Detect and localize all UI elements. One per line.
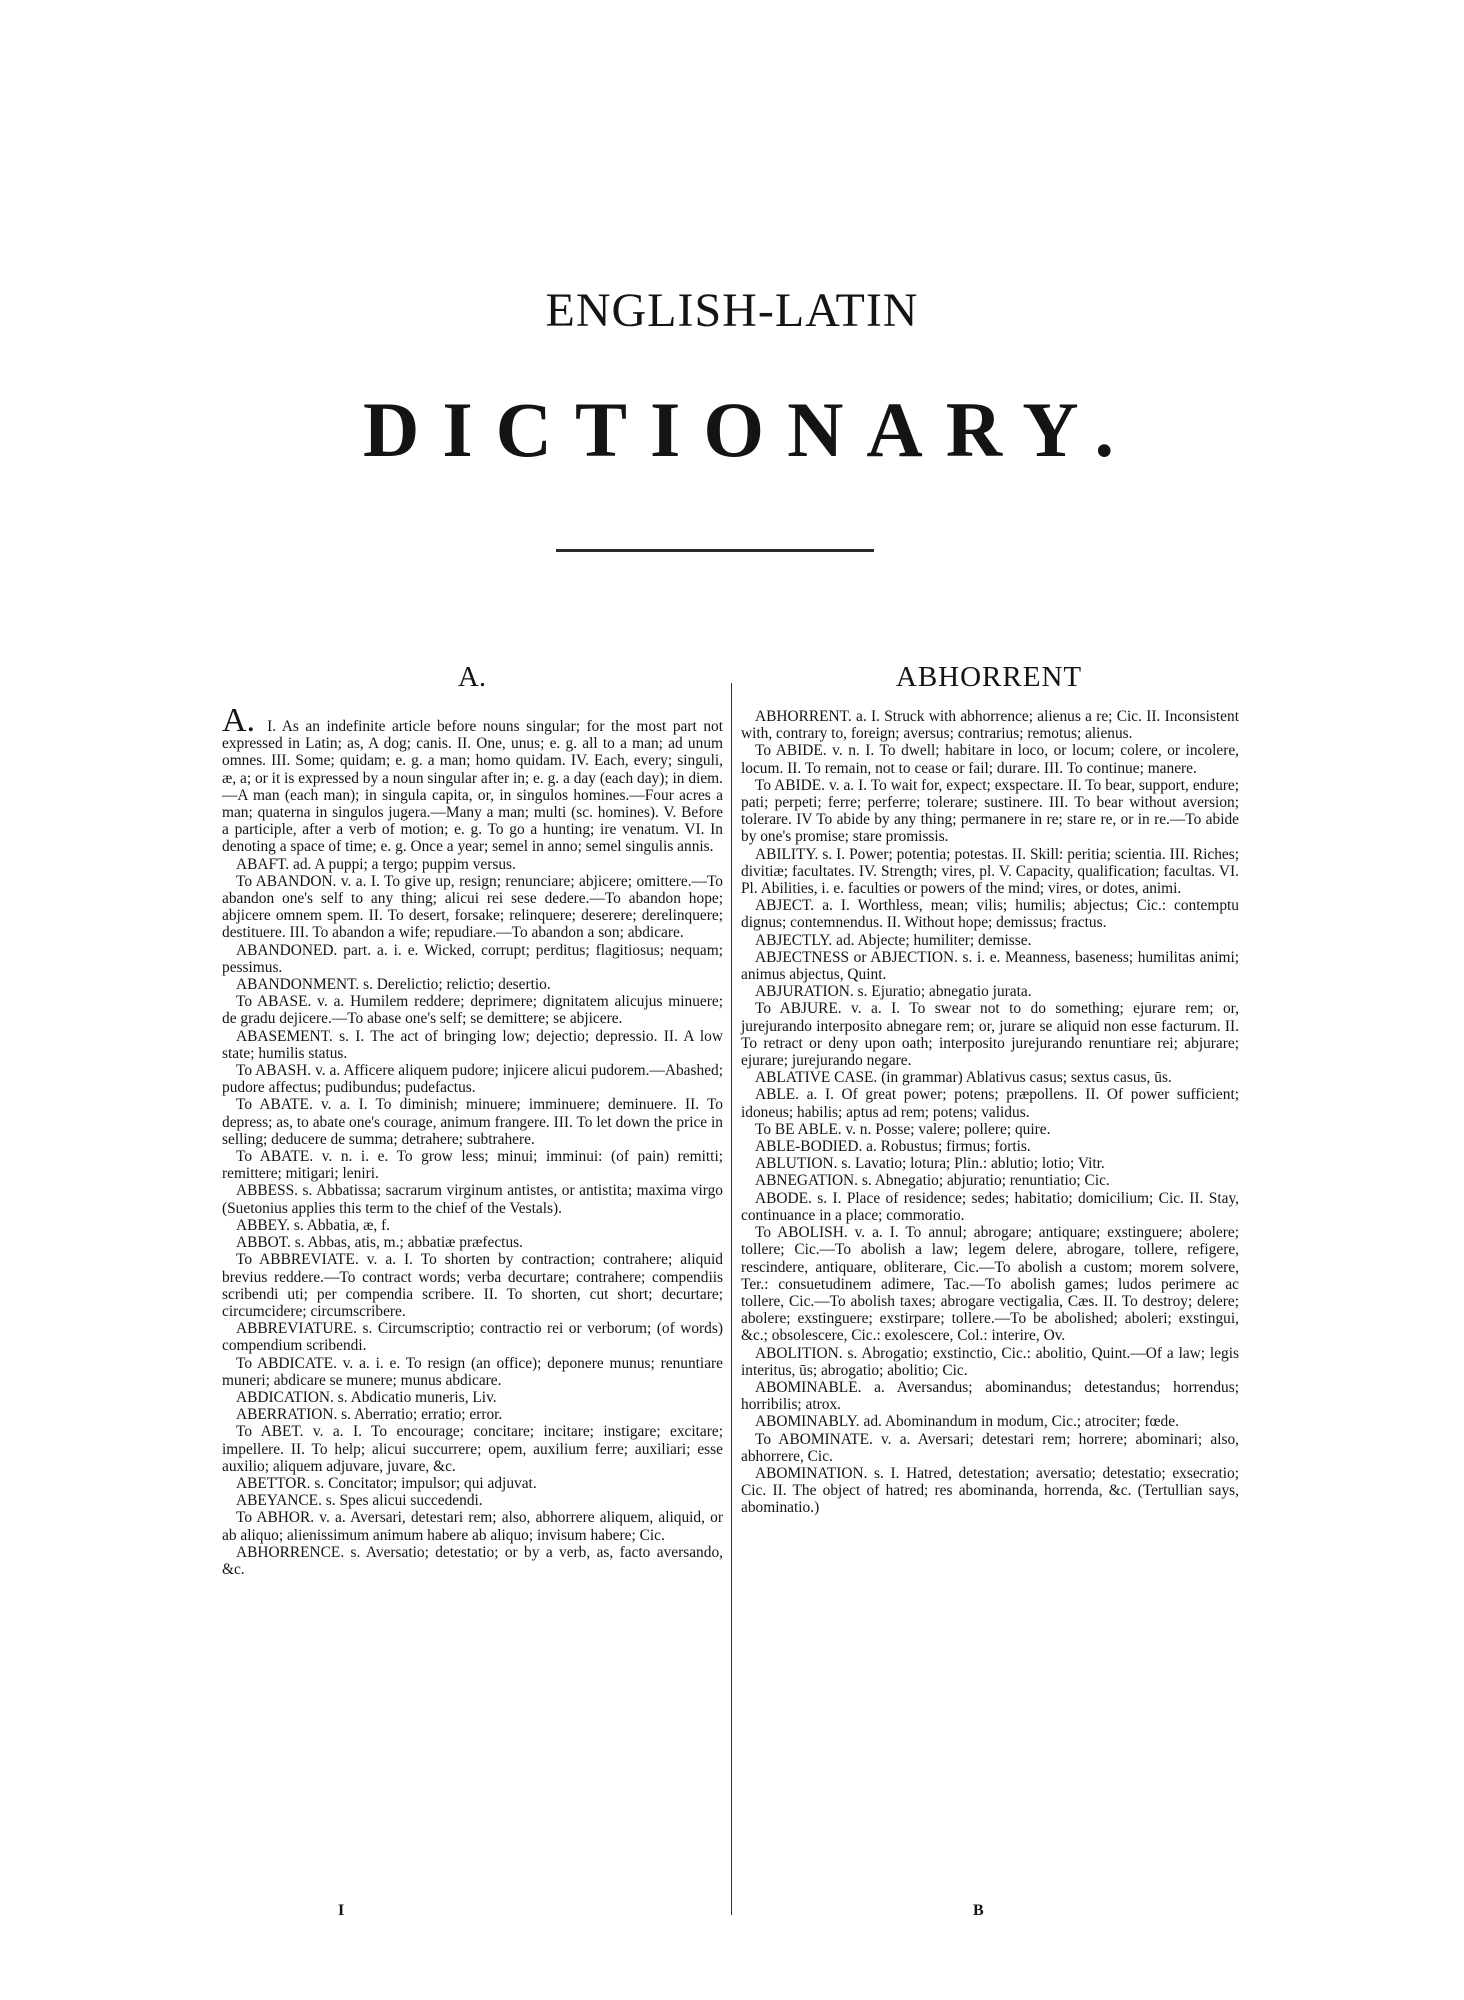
left-column xyxy=(222,702,723,1578)
dictionary-entry: ABDICATION. s. Abdicatio muneris, Liv. xyxy=(236,1388,497,1406)
entry-text: I. As an indefinite article before nouns singular; for the most part not expressed in Latin; as, A dog; canis. II. One, unus; e. g. all to a man; ad unum omnes. III. Some; quidam; e. g. a man; homo quidam. IV. Each, every; singuli, æ, a; or it is expressed by a noun singular after in; e. g. a day (each day); in diem.—A man (each man); in singula capita, or, in singulos homines.—Four acres a man; quaterna in singulos jugera.—Many a man; multi (sc. homines). V. Before a participle, after a verb of motion; e. g. To go a hunting; ire venatum. VI. In denoting a space of time; e. g. Once a year; semel in anno; semel singulis annis. xyxy=(222,718,723,856)
dictionary-entry: ABLUTION. s. Lavatio; lotura; Plin.: ablutio; lotio; Vitr. xyxy=(755,1155,1105,1173)
dictionary-entry: To ABIDE. v. n. I. To dwell; habitare in loco, or locum; colere, or incolere, locum. II. To remain, not to cease or fail; durare. III. To continue; manere. xyxy=(741,742,1239,777)
dictionary-entry: ABHORRENT. a. I. Struck with abhorrence; alienus a re; Cic. II. Inconsistent with, contrary to, foreign; aversus; contrarius; remotus; alienus. xyxy=(741,708,1239,743)
dictionary-entry: To ABOLISH. v. a. I. To annul; abrogare; antiquare; exstinguere; abolere; tollere; Cic.—To abolish a law; legem delere, abrogare, tollere, refigere, rescindere, antiquare, obliterare, Cic.—To abolish a custom; morem solvere, Ter.: consuetudinem adimere, Tac.—To abolish games; ludos perimere ac tollere, Cic.—To abolish taxes; abrogare vectigalia, Cæs. II. To destroy; delere; abolere; exstinguere; exstirpare; tollere.—To be abolished; aboleri; exstingui, &c.; obsolescere, Cic.: exolescere, Col.: interire, Ov. xyxy=(741,1224,1239,1345)
dictionary-entry: To ABATE. v. n. i. e. To grow less; minui; imminui: (of pain) remitti; remittere; mitigari; leniri. xyxy=(222,1148,723,1183)
dictionary-entry: ABOMINABLE. a. Aversandus; abominandus; detestandus; horrendus; horribilis; atrox. xyxy=(741,1378,1239,1414)
dictionary-entry: To ABIDE. v. a. I. To wait for, expect; exspectare. II. To bear, support, endure; pati; perpeti; ferre; perferre; tolerare; sustinere. III. To bear without aversion; tolerare. IV To abide by any thing; permanere in re; stare re, or in re.—To abide by one's promise; stare promissis. xyxy=(741,776,1239,846)
dictionary-entry: To BE ABLE. v. n. Posse; valere; pollere; quire. xyxy=(755,1120,1051,1138)
dictionary-entry: ABLE-BODIED. a. Robustus; firmus; fortis. xyxy=(755,1138,1031,1156)
dictionary-entry: To ABASE. v. a. Humilem reddere; deprimere; dignitatem alicujus minuere; de gradu dejicere.—To abase one's self; se demittere; se abjicere. xyxy=(222,993,723,1028)
dictionary-entry: ABLE. a. I. Of great power; potens; præpollens. II. Of power sufficient; idoneus; habilis; aptus ad rem; potens; validus. xyxy=(741,1086,1239,1121)
dictionary-entry: ABANDONMENT. s. Derelictio; relictio; desertio. xyxy=(236,976,551,994)
left-column-heading: A. xyxy=(457,661,487,693)
dictionary-entry: ABBOT. s. Abbas, atis, m.; abbatiæ præfectus. xyxy=(236,1234,523,1252)
dictionary-entry: ABBESS. s. Abbatissa; sacrarum virginum antistes, or antistita; maxima virgo (Suetonius applies this term to the chief of the Vestals). xyxy=(222,1182,723,1217)
dictionary-entry: To ABATE. v. a. I. To diminish; minuere; imminuere; deminuere. II. To depress; as, to abate one's courage, animum frangere. III. To let down the price in selling; deducere de summa; detrahere; subtrahere. xyxy=(222,1096,723,1148)
column-divider xyxy=(731,683,732,1915)
dictionary-entry: ABJECT. a. I. Worthless, mean; vilis; humilis; abjectus; Cic.: contemptu dignus; contemnendus. II. Without hope; demissus; fractus. xyxy=(741,897,1239,932)
title-rule xyxy=(556,549,874,552)
dictionary-entry: ABOLITION. s. Abrogatio; exstinctio, Cic.: abolitio, Quint.—Of a law; legis interitus, ūs; abrogatio; abolitio; Cic. xyxy=(741,1344,1239,1379)
dictionary-entry: To ABBREVIATE. v. a. I. To shorten by contraction; contrahere; aliquid brevius reddere.—To contract words; verba decurtare; contrahere; compendiis scribendi uti; per compendia scribere. II. To shorten, cut short; decurtare; circumcidere; circumscribere. xyxy=(222,1251,723,1320)
dictionary-entry: ABLATIVE CASE. (in grammar) Ablativus casus; sextus casus, ūs. xyxy=(755,1069,1172,1087)
dictionary-entry: ABERRATION. s. Aberratio; erratio; error. xyxy=(236,1406,503,1424)
dictionary-entry xyxy=(222,702,723,856)
dictionary-entry: To ABHOR. v. a. Aversari, detestari rem; also, abhorrere aliquem, aliquid, or ab aliquo; alienissimum animum habere ab aliquo; invisum habere; Cic. xyxy=(222,1509,723,1544)
title-line-1: ENGLISH-LATIN xyxy=(545,284,919,337)
dictionary-entry: ABOMINATION. s. I. Hatred, detestation; aversatio; detestatio; exsecratio; Cic. II. The object of hatred; res abominanda, horrenda, &c. (Tertullian says, abominatio.) xyxy=(741,1464,1239,1517)
dictionary-entry: ABNEGATION. s. Abnegatio; abjuratio; renuntiatio; Cic. xyxy=(755,1172,1110,1190)
dictionary-entry: To ABOMINATE. v. a. Aversari; detestari rem; horrere; abominari; also, abhorrere, Cic. xyxy=(741,1430,1239,1465)
dictionary-entry: ABHORRENCE. s. Aversatio; detestatio; or by a verb, as, facto aversando, &c. xyxy=(222,1543,723,1578)
dictionary-entry: ABEYANCE. s. Spes alicui succedendi. xyxy=(236,1492,483,1510)
dictionary-entry: ABBEY. s. Abbatia, æ, f. xyxy=(236,1216,391,1234)
right-column xyxy=(741,708,1239,1517)
dictionary-entry: ABETTOR. s. Concitator; impulsor; qui adjuvat. xyxy=(236,1474,537,1492)
dictionary-entry: To ABET. v. a. I. To encourage; concitare; incitare; instigare; excitare; impellere. II. To help; alicui succurrere; opem, auxilium ferre; auxiliari; esse auxilio; aliquem adjuvare, juvare, &c. xyxy=(222,1423,723,1475)
dictionary-entry: ABJURATION. s. Ejuratio; abnegatio jurata. xyxy=(755,983,1032,1001)
dropcap: A. xyxy=(222,702,256,739)
dictionary-entry: ABASEMENT. s. I. The act of bringing low; dejectio; depressio. II. A low state; humilis status. xyxy=(222,1027,723,1062)
dictionary-entry: ABILITY. s. I. Power; potentia; potestas. II. Skill: peritia; scientia. III. Riches; divitiæ; facultates. IV. Strength; vires, pl. V. Capacity, qualification; facultas. VI. Pl. Abilities, i. e. faculties or powers of the mind; vires, or dotes, animi. xyxy=(741,845,1239,898)
signature-mark-right: B xyxy=(973,1902,984,1919)
dictionary-entry: To ABANDON. v. a. I. To give up, resign; renunciare; abjicere; omittere.—To abandon one's self to any thing; alicui rei sese dedere.—To abandon hope; abjicere omnem spem. II. To desert, forsake; relinquere; deserere; derelinquere; destituere. III. To abandon a wife; repudiare.—To abandon a son; abdicare. xyxy=(222,872,723,942)
dictionary-entry: To ABASH. v. a. Afficere aliquem pudore; injicere alicui pudorem.—Abashed; pudore affectus; pudibundus; pudefactus. xyxy=(222,1062,723,1097)
right-column-heading: ABHORRENT xyxy=(895,661,1083,693)
dictionary-entry: ABAFT. ad. A puppi; a tergo; puppim versus. xyxy=(236,855,516,873)
dictionary-entry: To ABJURE. v. a. I. To swear not to do something; ejurare rem; or, jurejurando interposito abnegare rem; or, jurare se aliquid non esse facturum. II. To retract or deny upon oath; interposito jurejurando renuntiare rei; abjurare; ejurare; jurejurando negare. xyxy=(741,1000,1239,1070)
dictionary-entry: ABOMINABLY. ad. Abominandum in modum, Cic.; atrociter; fœde. xyxy=(755,1413,1179,1431)
dictionary-entry: ABANDONED. part. a. i. e. Wicked, corrupt; perditus; flagitiosus; nequam; pessimus. xyxy=(222,941,723,976)
title-line-2: DICTIONARY. xyxy=(363,386,1137,473)
dictionary-entry: ABBREVIATURE. s. Circumscriptio; contractio rei or verborum; (of words) compendium scribendi. xyxy=(222,1320,723,1355)
dictionary-entry: ABODE. s. I. Place of residence; sedes; habitatio; domicilium; Cic. II. Stay, continuance in a place; commoratio. xyxy=(741,1189,1239,1224)
dictionary-entry: ABJECTNESS or ABJECTION. s. i. e. Meanness, baseness; humilitas animi; animus abjectus, Quint. xyxy=(741,948,1239,984)
signature-mark-left: I xyxy=(338,1902,345,1919)
dictionary-entry: ABJECTLY. ad. Abjecte; humiliter; demisse. xyxy=(755,931,1032,949)
dictionary-entry: To ABDICATE. v. a. i. e. To resign (an office); deponere munus; renuntiare muneri; abdicare se munere; munus abdicare. xyxy=(222,1354,723,1389)
